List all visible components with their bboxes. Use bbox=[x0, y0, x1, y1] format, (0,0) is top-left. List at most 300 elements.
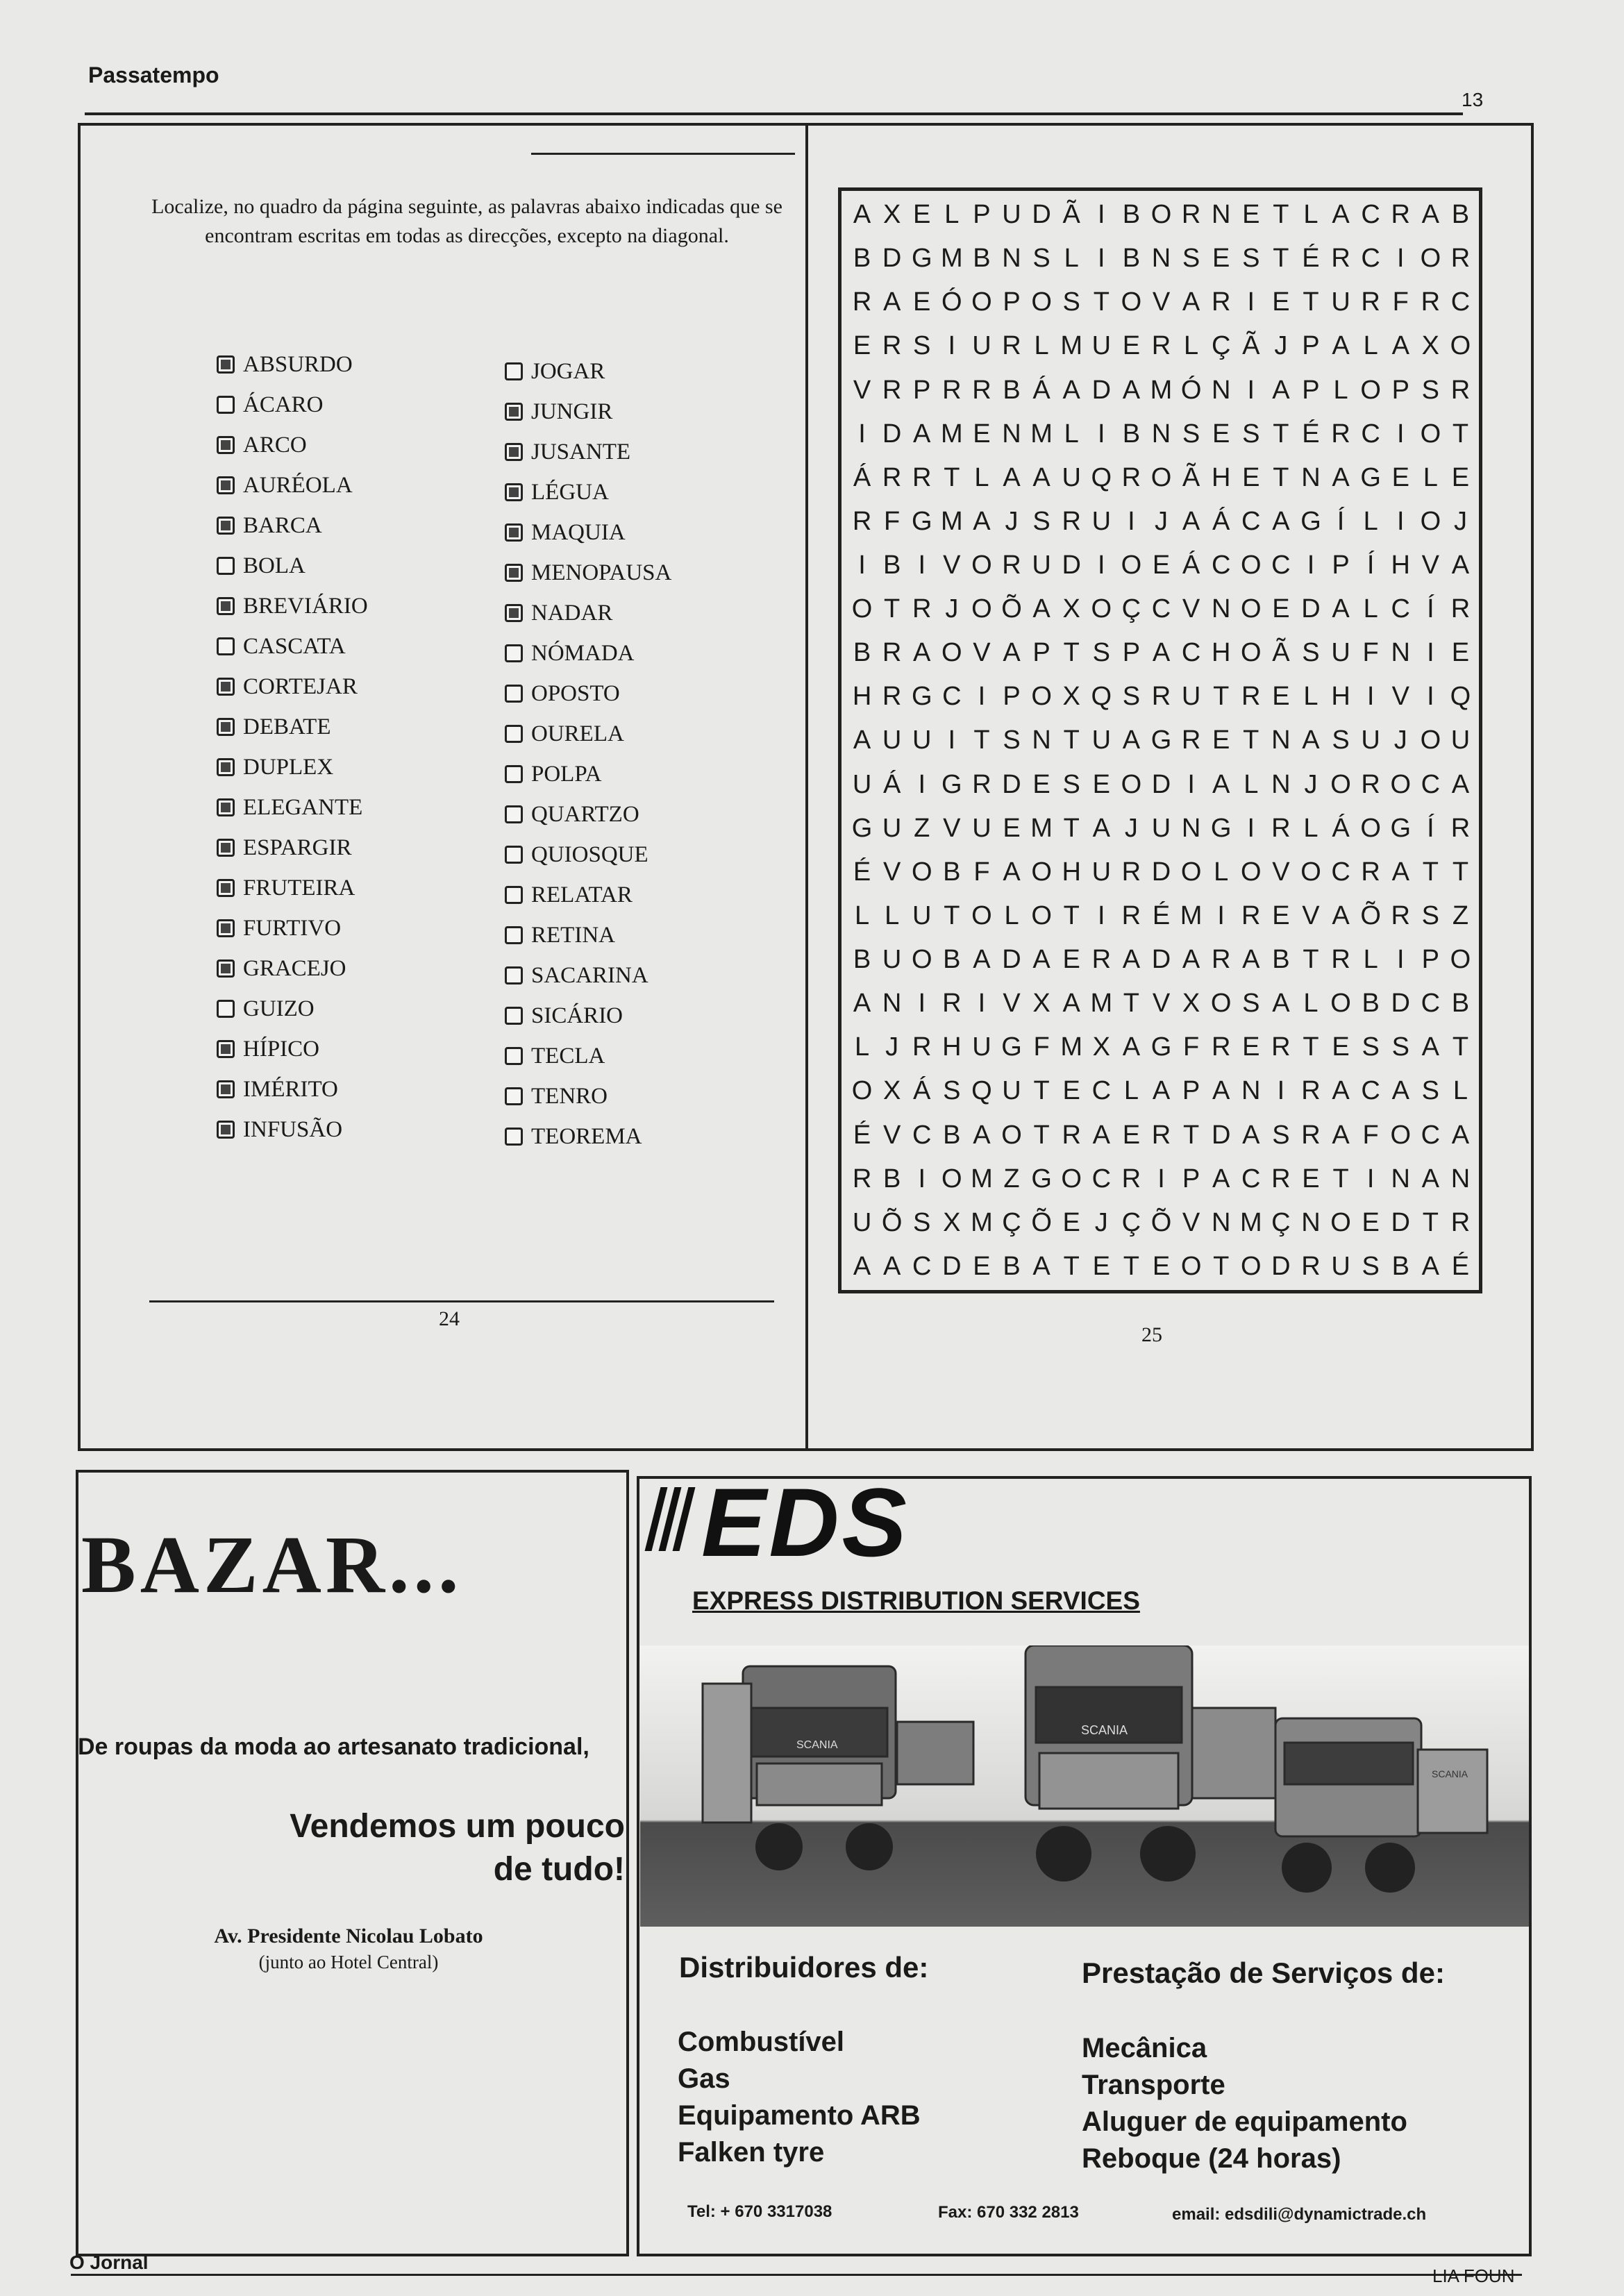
grid-letter: D bbox=[1032, 200, 1051, 230]
grid-letter: F bbox=[1182, 1032, 1200, 1062]
grid-letter: O bbox=[1031, 287, 1052, 317]
eds-logo: EDS bbox=[701, 1468, 910, 1577]
grid-letter: B bbox=[943, 1120, 961, 1150]
grid-letter: Ç bbox=[1211, 331, 1231, 361]
grid-letter: G bbox=[911, 244, 932, 274]
grid-letter: G bbox=[941, 769, 962, 799]
grid-letter: A bbox=[1451, 769, 1470, 799]
bazar-tagline: De roupas da moda ao artesanato tradicional, bbox=[78, 1734, 589, 1760]
word-label: QUIOSQUE bbox=[531, 841, 648, 867]
grid-letter: B bbox=[1122, 244, 1141, 274]
grid-letter: Q bbox=[1091, 682, 1112, 712]
grid-letter: C bbox=[942, 682, 962, 712]
grid-letter: O bbox=[1241, 594, 1262, 624]
grid-letter: O bbox=[971, 551, 992, 580]
grid-letter: B bbox=[1362, 989, 1380, 1019]
word-item bbox=[217, 948, 446, 989]
grid-letter: U bbox=[1361, 726, 1380, 755]
word-checkbox[interactable] bbox=[505, 926, 523, 944]
grid-letter: C bbox=[1361, 200, 1380, 230]
grid-letter: A bbox=[1003, 462, 1021, 492]
grid-letter: X bbox=[1062, 594, 1080, 624]
grid-letter: O bbox=[1420, 506, 1441, 536]
grid-letter: I bbox=[1307, 551, 1315, 580]
intro-rule bbox=[531, 153, 795, 155]
grid-letter: U bbox=[1002, 200, 1021, 230]
grid-letter: L bbox=[974, 462, 989, 492]
grid-letter: F bbox=[1362, 1120, 1379, 1150]
grid-letter: S bbox=[1032, 244, 1050, 274]
grid-letter: G bbox=[1300, 506, 1321, 536]
grid-letter: X bbox=[1421, 331, 1440, 361]
grid-letter: N bbox=[1450, 1164, 1471, 1193]
grid-letter: N bbox=[1301, 462, 1321, 492]
grid-letter: L bbox=[1363, 331, 1378, 361]
grid-letter: G bbox=[1390, 813, 1412, 843]
word-item bbox=[217, 828, 446, 868]
word-checkbox[interactable] bbox=[505, 483, 523, 501]
word-checkbox[interactable] bbox=[217, 879, 235, 897]
grid-letter: R bbox=[882, 682, 902, 712]
grid-letter: E bbox=[1003, 813, 1021, 843]
grid-letter: A bbox=[1003, 638, 1021, 668]
word-item bbox=[505, 553, 755, 593]
word-item bbox=[505, 835, 755, 875]
grid-letter: Á bbox=[1212, 506, 1230, 536]
word-checkbox[interactable] bbox=[505, 1007, 523, 1025]
grid-letter: C bbox=[1421, 769, 1441, 799]
grid-letter: T bbox=[1273, 462, 1289, 492]
grid-letter: V bbox=[882, 1120, 901, 1150]
grid-letter: B bbox=[853, 244, 871, 274]
grid-letter: I bbox=[1098, 900, 1105, 930]
grid-letter: D bbox=[882, 244, 902, 274]
word-checkbox[interactable] bbox=[505, 1047, 523, 1065]
grid-letter: G bbox=[1031, 1164, 1052, 1193]
grid-letter: I bbox=[978, 682, 986, 712]
grid-letter: P bbox=[1003, 682, 1021, 712]
grid-letter: S bbox=[1332, 726, 1350, 755]
word-label: NADAR bbox=[531, 600, 613, 626]
grid-letter: T bbox=[1273, 244, 1289, 274]
grid-letter: I bbox=[1366, 1164, 1375, 1193]
grid-letter: S bbox=[1391, 1032, 1409, 1062]
word-checkbox[interactable] bbox=[217, 718, 235, 736]
word-checkbox[interactable] bbox=[217, 1000, 235, 1018]
eds-email: email: edsdili@dynamictrade.ch bbox=[1172, 2205, 1427, 2224]
grid-letter: T bbox=[1452, 1032, 1469, 1062]
grid-letter: R bbox=[882, 638, 902, 668]
word-checkbox[interactable] bbox=[217, 476, 235, 494]
grid-letter: O bbox=[1091, 594, 1112, 624]
word-item bbox=[217, 505, 446, 546]
grid-letter: T bbox=[1182, 1120, 1200, 1150]
grid-letter: A bbox=[1272, 989, 1290, 1019]
grid-letter: U bbox=[1181, 682, 1201, 712]
word-item bbox=[217, 546, 446, 586]
word-label: FRUTEIRA bbox=[243, 875, 355, 900]
grid-letter: E bbox=[1451, 462, 1470, 492]
grid-letter: E bbox=[973, 1251, 991, 1281]
grid-letter: T bbox=[1093, 287, 1110, 317]
grid-letter: R bbox=[1062, 506, 1081, 536]
grid-letter: R bbox=[1241, 900, 1261, 930]
grid-letter: E bbox=[1272, 682, 1290, 712]
grid-letter: O bbox=[1360, 813, 1381, 843]
grid-letter: B bbox=[1122, 419, 1141, 449]
grid-letter: E bbox=[1272, 900, 1290, 930]
word-item bbox=[217, 586, 446, 626]
grid-letter: O bbox=[1241, 638, 1262, 668]
grid-letter: C bbox=[1421, 1120, 1441, 1150]
grid-letter: R bbox=[942, 375, 962, 405]
word-checkbox[interactable] bbox=[217, 1080, 235, 1098]
grid-letter: X bbox=[943, 1207, 961, 1237]
grid-letter: R bbox=[912, 594, 932, 624]
grid-letter: R bbox=[912, 462, 932, 492]
grid-letter: R bbox=[1421, 287, 1441, 317]
grid-letter: R bbox=[1151, 682, 1171, 712]
grid-letter: U bbox=[1331, 287, 1350, 317]
grid-letter: A bbox=[1152, 638, 1171, 668]
grid-letter: U bbox=[1091, 506, 1112, 536]
grid-letter: O bbox=[1180, 857, 1202, 887]
grid-letter: L bbox=[1303, 989, 1319, 1019]
word-item bbox=[217, 868, 446, 908]
footer-left: O Jornal bbox=[69, 2252, 149, 2273]
grid-letter: A bbox=[1332, 200, 1350, 230]
grid-letter: R bbox=[1301, 1076, 1321, 1106]
grid-letter: I bbox=[1098, 551, 1105, 580]
grid-letter: P bbox=[913, 375, 931, 405]
grid-letter: O bbox=[1390, 769, 1412, 799]
grid-letter: S bbox=[1182, 244, 1200, 274]
grid-letter: C bbox=[1391, 594, 1410, 624]
grid-letter: T bbox=[1063, 900, 1080, 930]
grid-letter: S bbox=[1362, 1032, 1380, 1062]
grid-letter: A bbox=[853, 200, 871, 230]
grid-letter: H bbox=[1062, 857, 1081, 887]
word-label: AURÉOLA bbox=[243, 472, 353, 498]
grid-letter: Õ bbox=[881, 1207, 903, 1237]
grid-letter: Í bbox=[1427, 594, 1434, 624]
grid-letter: A bbox=[1421, 200, 1440, 230]
grid-letter: V bbox=[1152, 989, 1171, 1019]
grid-letter: S bbox=[1062, 287, 1080, 317]
grid-letter: B bbox=[853, 945, 871, 975]
grid-letter: R bbox=[972, 375, 991, 405]
word-label: POLPA bbox=[531, 761, 602, 787]
grid-letter: R bbox=[1181, 200, 1201, 230]
grid-letter: C bbox=[1361, 244, 1380, 274]
grid-letter: T bbox=[1063, 638, 1080, 668]
grid-letter: I bbox=[1396, 244, 1405, 274]
grid-letter: R bbox=[882, 375, 902, 405]
grid-letter: A bbox=[913, 638, 931, 668]
grid-letter: E bbox=[973, 419, 991, 449]
word-checkbox[interactable] bbox=[505, 886, 523, 904]
grid-letter: L bbox=[1363, 594, 1378, 624]
grid-letter: C bbox=[1421, 989, 1441, 1019]
word-checkbox[interactable] bbox=[217, 798, 235, 816]
grid-letter: A bbox=[1122, 375, 1141, 405]
grid-letter: A bbox=[1272, 375, 1290, 405]
grid-letter: N bbox=[882, 989, 902, 1019]
word-item bbox=[505, 875, 755, 915]
grid-letter: P bbox=[1302, 331, 1320, 361]
grid-letter: O bbox=[911, 945, 932, 975]
left-page-number: 24 bbox=[439, 1307, 460, 1330]
grid-letter: R bbox=[972, 769, 991, 799]
bazar-address: Av. Presidente Nicolau Lobato bbox=[214, 1925, 483, 1947]
grid-letter: O bbox=[1420, 419, 1441, 449]
grid-letter: A bbox=[1122, 1032, 1141, 1062]
grid-letter: J bbox=[1304, 769, 1318, 799]
grid-letter: A bbox=[1122, 726, 1141, 755]
grid-letter: D bbox=[1271, 1251, 1291, 1281]
grid-letter: E bbox=[1302, 1164, 1320, 1193]
grid-letter: A bbox=[1152, 1076, 1171, 1106]
grid-letter: Í bbox=[1337, 506, 1345, 536]
grid-letter: A bbox=[1032, 462, 1050, 492]
grid-letter: R bbox=[1241, 682, 1261, 712]
word-checkbox[interactable] bbox=[505, 564, 523, 582]
grid-letter: R bbox=[852, 287, 872, 317]
word-checkbox[interactable] bbox=[505, 1128, 523, 1146]
grid-letter: I bbox=[1427, 638, 1434, 668]
word-checkbox[interactable] bbox=[217, 758, 235, 776]
grid-letter: Ó bbox=[941, 287, 962, 317]
grid-letter: G bbox=[1210, 813, 1232, 843]
grid-letter: O bbox=[1001, 1120, 1022, 1150]
grid-letter: A bbox=[1062, 989, 1080, 1019]
trucks-photo bbox=[640, 1645, 1529, 1927]
grid-letter: M bbox=[1060, 331, 1083, 361]
grid-letter: É bbox=[853, 1120, 871, 1150]
grid-letter: C bbox=[1450, 287, 1471, 317]
word-label: FURTIVO bbox=[243, 915, 342, 941]
grid-letter: T bbox=[1303, 1032, 1319, 1062]
word-checkbox[interactable] bbox=[505, 604, 523, 622]
grid-letter: M bbox=[1030, 419, 1053, 449]
grid-letter: D bbox=[1151, 945, 1171, 975]
grid-letter: T bbox=[1452, 857, 1469, 887]
grid-letter: R bbox=[852, 1164, 872, 1193]
grid-letter: T bbox=[1273, 419, 1289, 449]
grid-letter: G bbox=[1360, 462, 1381, 492]
grid-letter: U bbox=[852, 769, 872, 799]
grid-letter: R bbox=[1450, 594, 1471, 624]
grid-letter: J bbox=[1154, 506, 1168, 536]
grid-letter: R bbox=[1450, 375, 1471, 405]
grid-letter: R bbox=[1450, 813, 1471, 843]
word-label: ABSURDO bbox=[243, 351, 353, 377]
grid-letter: U bbox=[882, 945, 902, 975]
word-checkbox[interactable] bbox=[217, 396, 235, 414]
grid-letter: É bbox=[1302, 419, 1320, 449]
word-checkbox[interactable] bbox=[217, 355, 235, 374]
word-item bbox=[217, 1109, 446, 1150]
grid-letter: I bbox=[1247, 375, 1255, 405]
word-label: QUARTZO bbox=[531, 801, 639, 827]
grid-letter: V bbox=[1391, 682, 1409, 712]
word-checkbox[interactable] bbox=[505, 443, 523, 461]
grid-letter: J bbox=[1453, 506, 1467, 536]
grid-letter: Q bbox=[971, 1076, 992, 1106]
grid-letter: R bbox=[1271, 1032, 1291, 1062]
list-item: Mecânica bbox=[1082, 2033, 1207, 2063]
word-list-column-2 bbox=[505, 351, 755, 1157]
grid-letter: I bbox=[1217, 900, 1225, 930]
grid-letter: C bbox=[1331, 857, 1350, 887]
grid-letter: T bbox=[944, 462, 960, 492]
grid-letter: F bbox=[1362, 638, 1379, 668]
grid-letter: V bbox=[973, 638, 991, 668]
eds-company-name: EXPRESS DISTRIBUTION SERVICES bbox=[692, 1586, 1140, 1615]
grid-letter: J bbox=[1124, 813, 1138, 843]
word-checkbox[interactable] bbox=[217, 597, 235, 615]
grid-letter: O bbox=[1061, 1164, 1082, 1193]
grid-letter: L bbox=[1004, 900, 1019, 930]
grid-letter: T bbox=[1033, 1120, 1050, 1150]
grid-letter: U bbox=[852, 1207, 872, 1237]
grid-letter: R bbox=[1391, 900, 1410, 930]
grid-letter: P bbox=[1032, 638, 1050, 668]
grid-letter: Õ bbox=[1001, 594, 1022, 624]
grid-letter: I bbox=[858, 419, 866, 449]
word-label: GRACEJO bbox=[243, 955, 346, 981]
grid-letter: P bbox=[1302, 375, 1320, 405]
word-item bbox=[505, 472, 755, 512]
word-checkbox[interactable] bbox=[217, 678, 235, 696]
word-checkbox[interactable] bbox=[217, 839, 235, 857]
word-checkbox[interactable] bbox=[217, 1121, 235, 1139]
word-checkbox[interactable] bbox=[217, 919, 235, 937]
word-checkbox[interactable] bbox=[505, 403, 523, 421]
grid-letter: L bbox=[1244, 769, 1259, 799]
word-checkbox[interactable] bbox=[217, 557, 235, 575]
grid-letter: O bbox=[1150, 462, 1172, 492]
word-label: ÁCARO bbox=[243, 392, 324, 417]
word-checkbox[interactable] bbox=[505, 685, 523, 703]
word-checkbox[interactable] bbox=[505, 644, 523, 662]
grid-letter: S bbox=[913, 1207, 931, 1237]
grid-letter: E bbox=[1092, 1251, 1110, 1281]
word-label: SACARINA bbox=[531, 962, 648, 988]
grid-letter: V bbox=[853, 375, 871, 405]
grid-letter: S bbox=[1062, 769, 1080, 799]
grid-letter: R bbox=[1361, 857, 1380, 887]
grid-letter: O bbox=[1121, 769, 1142, 799]
distributors-list bbox=[678, 2024, 921, 2171]
word-checkbox[interactable] bbox=[217, 436, 235, 454]
grid-letter: T bbox=[884, 594, 901, 624]
grid-letter: A bbox=[1212, 1164, 1230, 1193]
grid-letter: A bbox=[913, 419, 931, 449]
grid-letter: M bbox=[1150, 375, 1173, 405]
grid-letter: A bbox=[1391, 331, 1409, 361]
grid-letter: Z bbox=[1003, 1164, 1020, 1193]
grid-letter: E bbox=[1242, 462, 1260, 492]
grid-letter: L bbox=[944, 200, 960, 230]
grid-letter: A bbox=[1332, 1076, 1350, 1106]
word-checkbox[interactable] bbox=[505, 765, 523, 783]
word-label: TECLA bbox=[531, 1043, 605, 1069]
word-label: MAQUIA bbox=[531, 519, 626, 545]
word-checkbox[interactable] bbox=[505, 725, 523, 743]
word-label: ELEGANTE bbox=[243, 794, 363, 820]
grid-letter: A bbox=[1451, 551, 1470, 580]
word-label: CORTEJAR bbox=[243, 673, 358, 699]
grid-letter: A bbox=[973, 945, 991, 975]
word-label: JOGAR bbox=[531, 358, 605, 384]
grid-letter: Ç bbox=[1002, 1207, 1021, 1237]
word-checkbox[interactable] bbox=[217, 637, 235, 655]
list-item: Combustível bbox=[678, 2027, 845, 2057]
grid-letter: V bbox=[943, 551, 961, 580]
grid-letter: H bbox=[942, 1032, 962, 1062]
grid-letter: R bbox=[1331, 419, 1350, 449]
word-checkbox[interactable] bbox=[505, 362, 523, 380]
grid-letter: Á bbox=[1032, 375, 1050, 405]
word-label: MENOPAUSA bbox=[531, 560, 672, 585]
grid-letter: E bbox=[853, 331, 871, 361]
word-item bbox=[505, 794, 755, 835]
grid-letter: R bbox=[1211, 1032, 1231, 1062]
word-label: TEOREMA bbox=[531, 1123, 642, 1149]
word-checkbox[interactable] bbox=[505, 966, 523, 984]
grid-letter: P bbox=[1421, 945, 1440, 975]
word-checkbox[interactable] bbox=[505, 846, 523, 864]
grid-letter: Í bbox=[1427, 813, 1434, 843]
grid-letter: G bbox=[1150, 1032, 1172, 1062]
word-checkbox[interactable] bbox=[217, 1040, 235, 1058]
grid-letter: M bbox=[1239, 1207, 1262, 1237]
trucks-illustration bbox=[640, 1645, 1529, 1927]
word-checkbox[interactable] bbox=[217, 517, 235, 535]
grid-letter: D bbox=[1211, 1120, 1231, 1150]
word-item bbox=[217, 465, 446, 505]
grid-letter: B bbox=[1391, 1251, 1409, 1281]
grid-letter: N bbox=[1391, 1164, 1410, 1193]
grid-letter: A bbox=[1302, 726, 1320, 755]
word-label: JUSANTE bbox=[531, 439, 631, 464]
word-checkbox[interactable] bbox=[505, 1087, 523, 1105]
grid-letter: B bbox=[1272, 945, 1290, 975]
word-item bbox=[217, 344, 446, 385]
word-label: BARCA bbox=[243, 512, 322, 538]
grid-letter: N bbox=[1241, 1076, 1261, 1106]
word-checkbox[interactable] bbox=[217, 960, 235, 978]
grid-letter: U bbox=[1032, 551, 1051, 580]
grid-letter: C bbox=[1271, 551, 1291, 580]
grid-letter: B bbox=[882, 551, 901, 580]
bazar-title: BAZAR... bbox=[81, 1519, 463, 1610]
word-label: JUNGIR bbox=[531, 399, 613, 424]
grid-letter: U bbox=[882, 726, 902, 755]
grid-letter: M bbox=[941, 506, 963, 536]
grid-letter: S bbox=[1302, 638, 1320, 668]
word-label: OPOSTO bbox=[531, 680, 620, 706]
word-checkbox[interactable] bbox=[505, 805, 523, 823]
grid-letter: I bbox=[948, 331, 956, 361]
grid-letter: C bbox=[1241, 1164, 1261, 1193]
word-checkbox[interactable] bbox=[505, 523, 523, 542]
word-item bbox=[505, 754, 755, 794]
grid-letter: L bbox=[1363, 945, 1378, 975]
grid-letter: R bbox=[1331, 244, 1350, 274]
grid-letter: P bbox=[1122, 638, 1141, 668]
